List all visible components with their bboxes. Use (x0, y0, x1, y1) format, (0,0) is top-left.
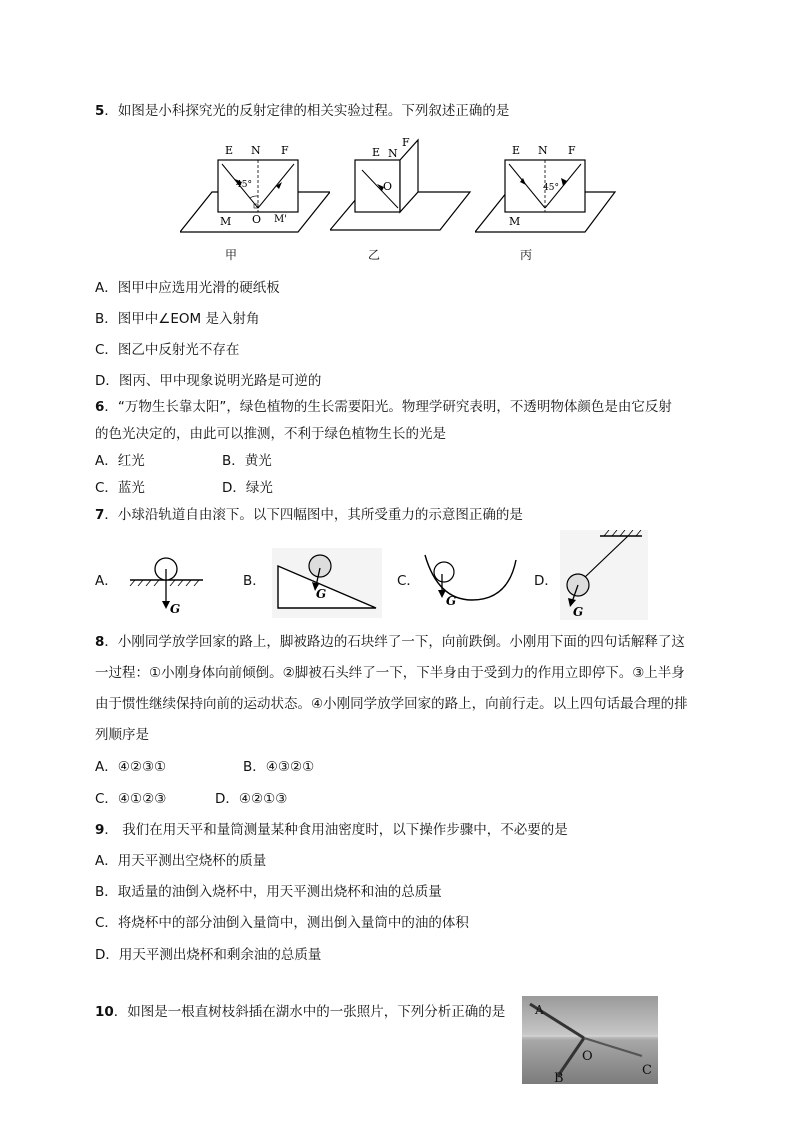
q5-option-a[interactable]: A．图甲中应选用光滑的硬纸板 (95, 280, 280, 296)
q5-number: 5 (95, 103, 105, 119)
photo-label-C: C (642, 1063, 652, 1078)
q7-number: 7 (95, 507, 105, 523)
q8-option-b[interactable]: B．④③②① (243, 759, 315, 775)
svg-text:G: G (446, 594, 457, 608)
q5-figure-yi (330, 130, 475, 255)
q6-option-b[interactable]: B．黄光 (222, 453, 272, 469)
q10-stem: 10．如图是一根直树枝斜插在湖水中的一张照片，下列分析正确的是 (95, 1004, 506, 1020)
q7-option-d[interactable]: D． (534, 573, 558, 589)
yi-label-E: E (372, 146, 381, 159)
q7-figure-a (125, 545, 210, 620)
q10-number: 10 (95, 1004, 114, 1020)
jia-angle: 45° (236, 180, 252, 190)
q8-stem-line2: 一过程：①小刚身体向前倾倒。②脚被石头绊了一下，下半身由于受到力的作用立即停下。③上半身 (95, 665, 685, 681)
q9-option-d[interactable]: D．用天平测出烧杯和剩余油的总质量 (95, 947, 322, 963)
q8-number: 8 (95, 634, 105, 650)
yi-label-O: O (383, 180, 393, 193)
q9-number: 9 (95, 822, 105, 838)
q10-photo (522, 996, 658, 1084)
q5-figure-bing (475, 140, 620, 260)
q7-option-c[interactable]: C． (397, 573, 420, 589)
jia-label-F: F (281, 144, 289, 157)
q9-stem: 9． 我们在用天平和量筒测量某种食用油密度时，以下操作步骤中，不必要的是 (95, 822, 568, 838)
q6-number: 6 (95, 399, 105, 415)
bing-label-E: E (512, 144, 521, 157)
jia-label-M2: M' (274, 214, 287, 225)
q5-option-b[interactable]: B．图甲中∠EOM 是入射角 (95, 311, 260, 327)
q7-figure-b (272, 548, 382, 618)
yi-label-F: F (402, 136, 410, 149)
q9-option-a[interactable]: A．用天平测出空烧杯的质量 (95, 853, 267, 869)
q8-option-a[interactable]: A．④②③① (95, 759, 167, 775)
q5-option-d[interactable]: D．图丙、甲中现象说明光路是可逆的 (95, 373, 322, 389)
q6-option-d[interactable]: D．绿光 (222, 480, 273, 496)
svg-text:G: G (170, 602, 181, 616)
q5-caption-yi: 乙 (368, 248, 381, 262)
q8-stem-line4: 列顺序是 (95, 727, 149, 743)
svg-text:G: G (573, 605, 584, 619)
q7-figure-d (560, 530, 648, 620)
q6-option-a[interactable]: A．红光 (95, 453, 145, 469)
bing-label-N: N (538, 144, 548, 157)
q5-figure-jia (180, 140, 330, 260)
photo-label-O: O (582, 1049, 593, 1064)
q6-stem-line2: 的色光决定的，由此可以推测，不利于绿色植物生长的光是 (95, 426, 446, 442)
q8-stem-line3: 由于惯性继续保持向前的运动状态。④小刚同学放学回家的路上，向前行走。以上四句话最合理的排 (95, 696, 688, 712)
q9-option-b[interactable]: B．取适量的油倒入烧杯中，用天平测出烧杯和油的总质量 (95, 884, 442, 900)
bing-label-F: F (568, 144, 576, 157)
q5-stem: 5．如图是小科探究光的反射定律的相关实验过程。下列叙述正确的是 (95, 103, 510, 119)
q7-stem: 7．小球沿轨道自由滚下。以下四幅图中，其所受重力的示意图正确的是 (95, 507, 523, 523)
jia-label-E: E (225, 144, 234, 157)
bing-label-M: M (509, 215, 521, 228)
photo-label-B: B (554, 1071, 564, 1084)
q5-option-c[interactable]: C．图乙中反射光不存在 (95, 342, 240, 358)
jia-label-M: M (220, 215, 232, 228)
q6-stem-line1: 6．“万物生长靠太阳”，绿色植物的生长需要阳光。物理学研究表明，不透明物体颜色是由它反射 (95, 399, 672, 415)
jia-label-O: O (252, 213, 262, 226)
q8-stem-line1: 8．小刚同学放学回家的路上，脚被路边的石块绊了一下，向前跌倒。小刚用下面的四句话解释了这 (95, 634, 685, 650)
q7-option-b[interactable]: B． (243, 573, 266, 589)
bing-angle: 45° (543, 183, 559, 193)
q5-caption-jia: 甲 (225, 248, 238, 262)
q8-option-c[interactable]: C．④①②③ (95, 791, 167, 807)
q9-option-c[interactable]: C．将烧杯中的部分油倒入量筒中，测出倒入量筒中的油的体积 (95, 915, 469, 931)
q8-option-d[interactable]: D．④②①③ (215, 791, 288, 807)
q7-figure-c (420, 550, 520, 612)
jia-label-N: N (251, 144, 261, 157)
svg-text:G: G (316, 587, 327, 601)
q6-option-c[interactable]: C．蓝光 (95, 480, 145, 496)
yi-label-N: N (388, 147, 398, 160)
q5-caption-bing: 丙 (520, 248, 533, 262)
photo-label-A: A (535, 1003, 544, 1017)
q7-option-a[interactable]: A． (95, 573, 118, 589)
